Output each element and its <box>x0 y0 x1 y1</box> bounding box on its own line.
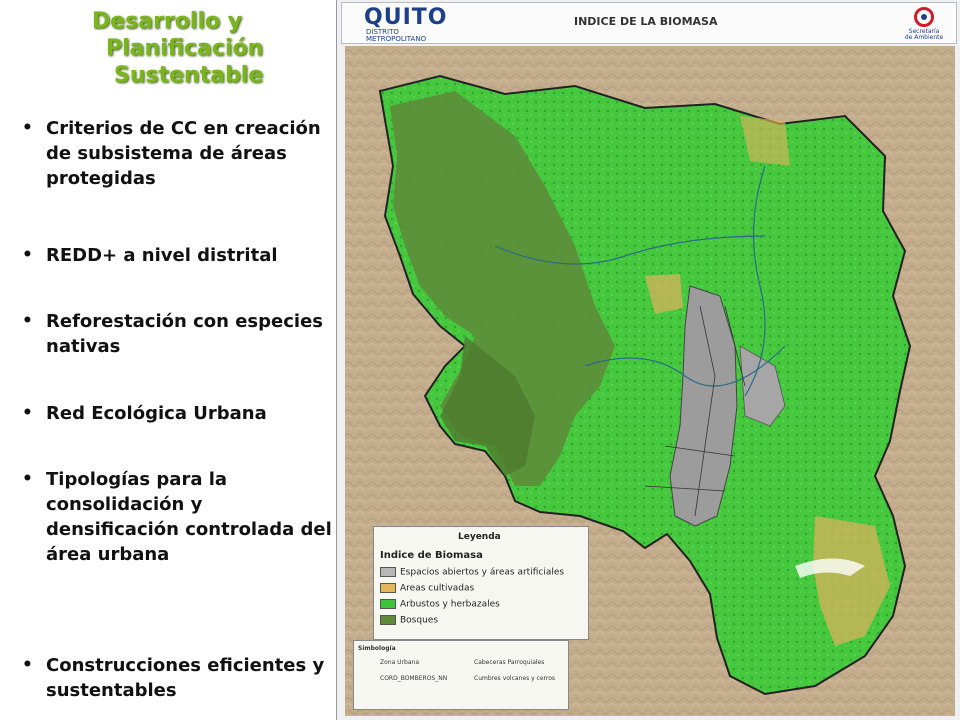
legend-label: Espacios abiertos y áreas artificiales <box>400 567 565 578</box>
bullet-item: • Reforestación con especies nativas <box>46 309 336 359</box>
bullet-item: • Construcciones eficientes y sustentables <box>46 653 336 703</box>
legend-subtitle: Indice de Biomasa <box>380 550 483 561</box>
map-title: INDICE DE LA BIOMASA <box>574 15 718 28</box>
map-canvas <box>345 46 955 716</box>
legend-label: Areas cultivadas <box>400 583 475 594</box>
quito-logo: QUITO <box>364 5 448 30</box>
symbology-item: Cabeceras Parroquiales <box>474 659 545 666</box>
legend-item <box>380 583 474 595</box>
legend-swatch <box>380 583 396 593</box>
legend-item <box>380 599 500 611</box>
legend-swatch <box>380 615 396 625</box>
ministry-logo <box>904 7 944 41</box>
symbology-item: Zona Urbana <box>380 659 419 666</box>
map-symbology <box>353 640 569 710</box>
slide-title <box>92 8 302 89</box>
ministry-logo-label: Secretaría de Ambiente <box>904 28 944 41</box>
quito-logo-subtitle: DISTRITO METROPOLITANO <box>366 28 427 43</box>
bullet-item: • Criterios de CC en creación de subsistema de áreas protegidas <box>46 116 336 191</box>
legend-swatch <box>380 567 396 577</box>
bullet-item: • REDD+ a nivel distrital <box>46 243 336 268</box>
biomass-map <box>336 0 960 720</box>
bullet-item: • Red Ecológica Urbana <box>46 401 336 426</box>
title-line-3: Sustentable <box>114 63 264 88</box>
legend-label: Bosques <box>400 615 439 626</box>
title-line-2: Planificación <box>106 36 264 61</box>
title-line-1: Desarrollo y <box>92 9 243 34</box>
legend-item <box>380 567 564 579</box>
ministry-logo-icon <box>914 7 934 27</box>
symbology-item: Cumbres volcanes y cerros <box>474 675 556 682</box>
bullet-item: • Tipologías para la consolidación y densificación controlada del área urbana <box>46 467 336 567</box>
legend-swatch <box>380 599 396 609</box>
legend-item <box>380 615 438 627</box>
legend-title: Leyenda <box>458 532 501 542</box>
map-legend <box>373 526 589 640</box>
symbology-title: Simbología <box>358 645 396 652</box>
legend-label: Arbustos y herbazales <box>400 599 500 610</box>
map-header <box>341 2 957 44</box>
symbology-item: CORD_BOMBEROS_NN <box>380 675 448 682</box>
